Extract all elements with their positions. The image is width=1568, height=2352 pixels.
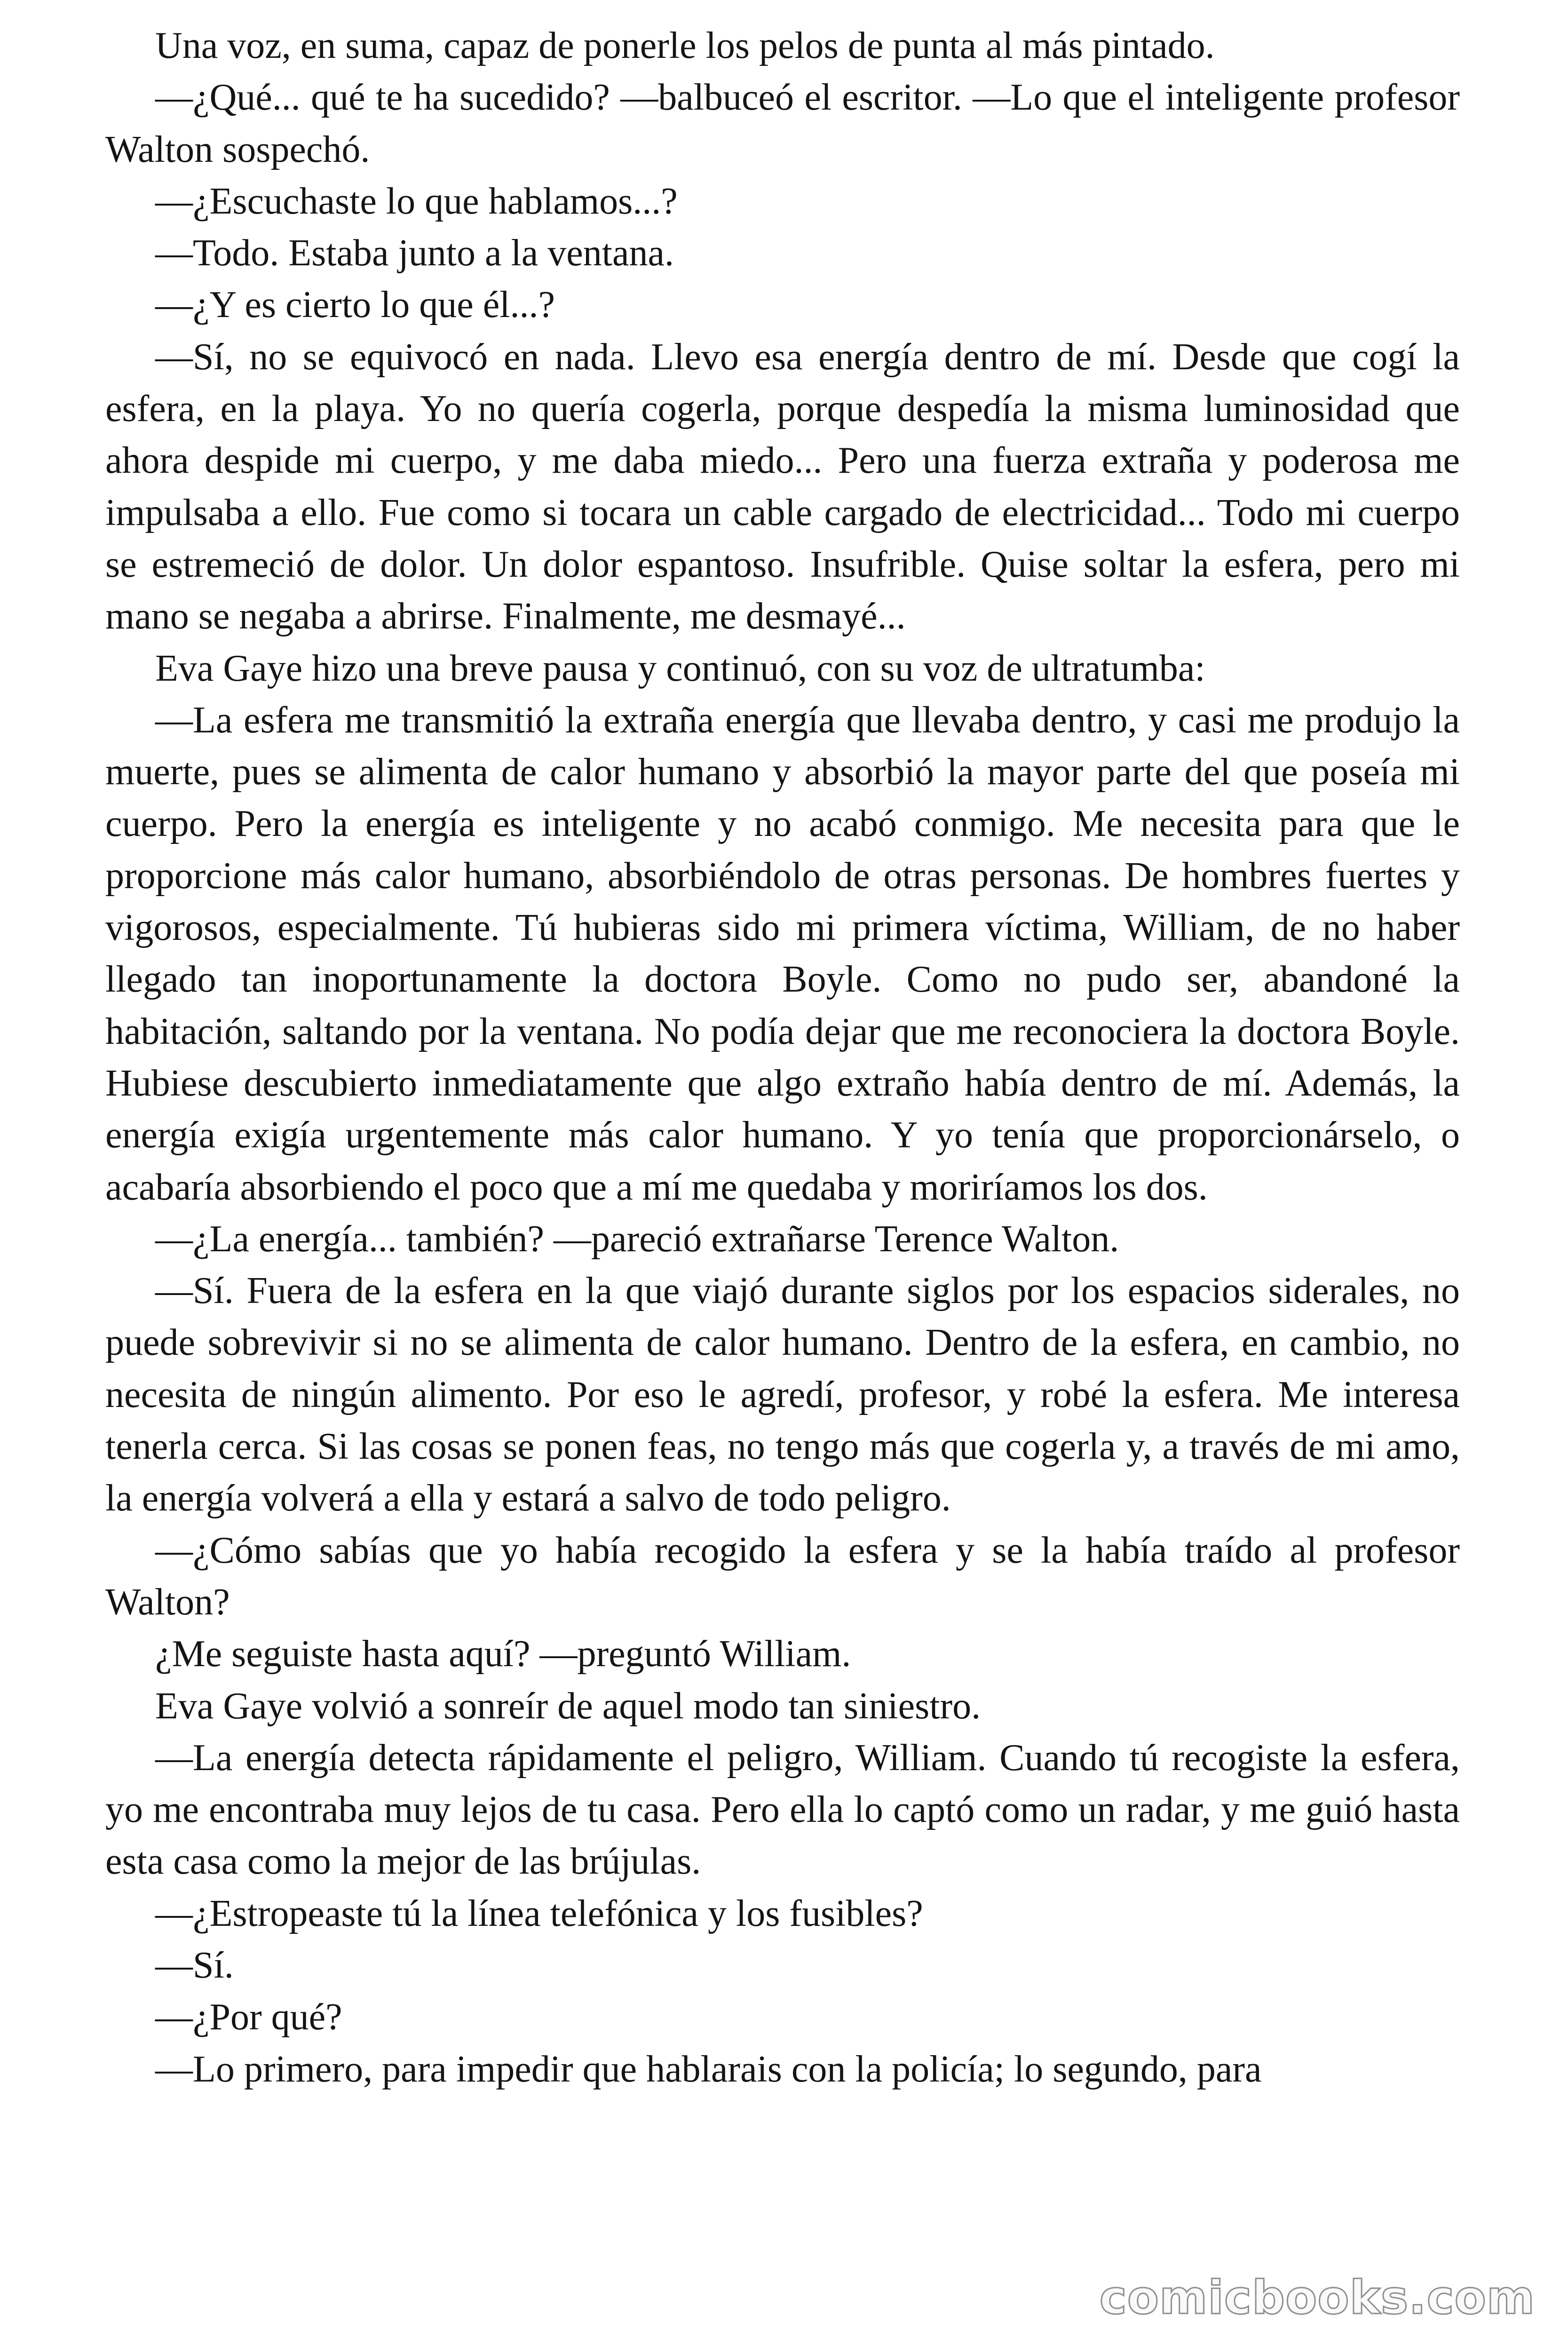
paragraph: Una voz, en suma, capaz de ponerle los pelos de punta al más pintado. — [155, 25, 1215, 66]
paragraph: —Sí. Fuera de la esfera en la que viajó durante siglos por los espacios siderales, no puede sobrevivir si no se alimenta de calor humano. Dentro de la esfera, en cambio, no necesita de ningún alimento. Por eso le agredí, profesor, y robé la esfera. Me interesa tenerla cerca. Si las cosas se ponen feas, no tengo más que cogerla y, a través de mi amo, la energía volverá a ella y estará a salvo de todo peligro. — [105, 1270, 1460, 1519]
paragraph: —Sí, no se equivocó en nada. Llevo esa energía dentro de mí. Desde que cogí la esfera, en la playa. Yo no quería cogerla, porque despedía la misma luminosidad que ahora despide mi cuerpo, y me daba miedo... Pero una fuerza extraña y poderosa me impulsaba a ello. Fue como si tocara un cable cargado de electricidad... Todo mi cuerpo se estremeció de dolor. Un dolor espantoso. Insufrible. Quise soltar la esfera, pero mi mano se negaba a abrirse. Finalmente, me desmayé... — [105, 336, 1460, 637]
paragraph: —¿Por qué? — [155, 1996, 342, 2038]
paragraph: —¿Escuchaste lo que hablamos...? — [155, 180, 678, 222]
paragraph: —Todo. Estaba junto a la ventana. — [155, 232, 674, 274]
paragraph: —Lo primero, para impedir que hablarais con la policía; lo segundo, para — [155, 2048, 1262, 2090]
paragraph: —La esfera me transmitió la extraña energía que llevaba dentro, y casi me produjo la muerte, pues se alimenta de calor humano y absorbió la mayor parte del que poseía mi cuerpo. Pero la energía es inteligente y no acabó conmigo. Me necesita para que le proporcione más calor humano, absorbiéndolo de otras personas. De hombres fuertes y vigorosos, especialmente. Tú hubieras sido mi primera víctima, William, de no haber llegado tan inoportunamente la doctora Boyle. Como no pudo ser, abandoné la habitación, saltando por la ventana. No podía dejar que me reconociera la doctora Boyle. Hubiese descubierto inmediatamente que algo extraño había dentro de mí. Además, la energía exigía urgentemente más calor humano. Y yo tenía que proporcionárselo, o acabaría absorbiendo el poco que a mí me quedaba y moriríamos los dos. — [105, 699, 1460, 1208]
paragraph: ¿Me seguiste hasta aquí? —preguntó William. — [155, 1633, 851, 1675]
watermark-logo: comicbooks.com — [1099, 2271, 1535, 2325]
paragraph: —Sí. — [155, 1944, 234, 1986]
paragraph: —La energía detecta rápidamente el peligro, William. Cuando tú recogiste la esfera, yo me encontraba muy lejos de tu casa. Pero ella lo captó como un radar, y me guió hasta esta casa como la mejor de las brújulas. — [105, 1737, 1460, 1883]
paragraph: —¿Cómo sabías que yo había recogido la esfera y se la había traído al profesor Walton? — [105, 1529, 1460, 1623]
paragraph: Eva Gaye volvió a sonreír de aquel modo tan siniestro. — [155, 1685, 981, 1727]
paragraph: —¿La energía... también? —pareció extrañarse Terence Walton. — [155, 1218, 1119, 1260]
paragraph: —¿Qué... qué te ha sucedido? —balbuceó el escritor. —Lo que el inteligente profesor Walton sospechó. — [105, 77, 1460, 170]
paragraph: —¿Y es cierto lo que él...? — [155, 284, 555, 326]
paragraph: —¿Estropeaste tú la línea telefónica y los fusibles? — [155, 1892, 923, 1934]
book-page-text — [105, 20, 1460, 2095]
paragraph: Eva Gaye hizo una breve pausa y continuó, con su voz de ultratumba: — [155, 647, 1205, 689]
